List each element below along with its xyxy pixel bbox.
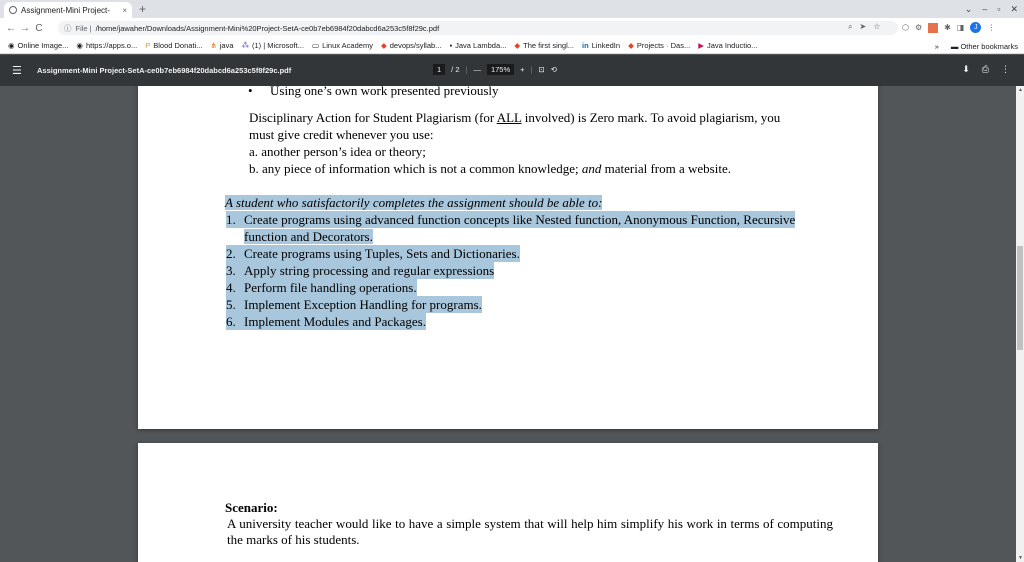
tab-close-button[interactable]: × — [122, 5, 127, 15]
bookmark-item[interactable] — [628, 41, 690, 50]
bookmark-favicon-icon: ▭ — [311, 41, 320, 50]
bookmark-label: java — [219, 41, 234, 50]
list-item — [226, 262, 795, 279]
bookmark-item[interactable] — [242, 41, 304, 50]
scenario-paragraph: A university teacher would like to have a simple system that will help him simplify his work in terms of computing the marks of his students. — [227, 516, 833, 547]
browser-tab[interactable] — [4, 2, 132, 18]
bullet-text: Using one’s own work presented previously — [270, 86, 499, 98]
list-item — [226, 279, 795, 296]
disciplinary-paragraph — [249, 109, 780, 177]
other-bookmarks-label: Other bookmarks — [960, 41, 1018, 51]
bookmarks-bar — [0, 38, 1024, 54]
other-bookmarks-folder[interactable] — [951, 42, 1018, 51]
bookmark-item[interactable] — [514, 41, 574, 50]
item-text: function and Decorators. — [244, 229, 373, 244]
bookmark-label: (1) | Microsoft... — [252, 41, 304, 50]
item-number: 3. — [226, 262, 244, 279]
bookmark-label: LinkedIn — [591, 41, 621, 50]
list-item — [226, 245, 795, 262]
list-item — [226, 211, 795, 228]
list-item-continuation — [226, 228, 795, 245]
bookmark-favicon-icon: in — [582, 41, 589, 50]
rotate-icon[interactable]: ⟲ — [550, 65, 558, 74]
pdf-page-2 — [138, 443, 878, 562]
bookmark-favicon-icon: ⋔ — [210, 41, 217, 50]
bookmark-item[interactable] — [582, 41, 620, 50]
list-item — [226, 296, 795, 313]
side-panel-icon[interactable]: ◨ — [956, 23, 965, 32]
address-bar[interactable] — [58, 21, 898, 35]
disciplinary-text: involved) is Zero mark. To avoid plagiarism, you — [521, 110, 781, 125]
item-text: Create programs using advanced function concepts like Nested function, Anonymous Function, Recursive — [244, 212, 796, 227]
bookmark-label: Projects · Das... — [636, 41, 691, 50]
zoom-icon[interactable]: ⌕ — [848, 22, 853, 31]
forward-button[interactable]: → — [20, 22, 30, 34]
bookmark-label: Java Lambda... — [455, 41, 507, 50]
bookmark-item[interactable] — [76, 41, 137, 50]
item-number: 5. — [226, 296, 244, 313]
bookmark-label: Online Image... — [17, 41, 69, 50]
pdf-toolbar — [0, 55, 1024, 86]
scrollbar-thumb[interactable] — [1017, 246, 1023, 350]
bookmark-star-icon[interactable]: ☆ — [873, 22, 881, 31]
zoom-in-button[interactable]: + — [520, 65, 525, 74]
bookmark-label: devops/syllab... — [389, 41, 442, 50]
fit-page-icon[interactable]: ⊡ — [538, 65, 545, 74]
bookmark-item[interactable] — [210, 41, 233, 50]
send-icon[interactable]: ➤ — [859, 22, 867, 31]
item-text: Implement Exception Handling for programs. — [244, 297, 482, 312]
credit-item-b: b. any piece of information which is not a common knowledge; — [249, 161, 582, 176]
print-icon[interactable]: ⎙ — [981, 64, 989, 74]
more-bookmarks-button[interactable]: » — [934, 41, 939, 51]
credit-item-a: a. another person’s idea or theory; — [249, 144, 426, 159]
bookmark-label: Linux Academy — [322, 41, 373, 50]
bookmark-favicon-icon: ⁂ — [241, 41, 250, 50]
page-total: / 2 — [451, 65, 460, 74]
item-text: Implement Modules and Packages. — [244, 314, 426, 329]
list-item — [226, 313, 795, 330]
item-number: 6. — [226, 313, 244, 330]
bookmark-item[interactable] — [8, 41, 68, 50]
pdf-viewer[interactable] — [0, 86, 1016, 562]
bookmark-favicon-icon: ◆ — [628, 41, 634, 50]
emphasis-and: and — [581, 161, 602, 176]
zoom-level-input[interactable]: 175% — [487, 64, 514, 75]
pdf-page-1 — [138, 86, 878, 429]
scroll-down-icon[interactable]: ▼ — [1018, 555, 1023, 561]
bookmark-favicon-icon: P — [145, 41, 151, 50]
tab-strip — [0, 0, 1024, 18]
bookmark-label: https://apps.o... — [85, 41, 138, 50]
vertical-scrollbar[interactable] — [1016, 86, 1024, 562]
item-text: Create programs using Tuples, Sets and Dictionaries. — [244, 246, 520, 261]
folder-icon: ▬ — [950, 41, 961, 51]
bullet-item — [248, 86, 499, 99]
info-icon[interactable]: ⓘ — [64, 23, 72, 33]
browser-menu-icon[interactable]: ⋮ — [987, 23, 996, 32]
hamburger-menu-icon[interactable]: ☰ — [12, 65, 22, 77]
bookmark-label: The first singl... — [523, 41, 575, 50]
bookmark-item[interactable] — [698, 41, 757, 50]
item-text: Perform file handling operations. — [244, 280, 417, 295]
globe-icon — [9, 6, 17, 14]
more-options-icon[interactable]: ⋮ — [1001, 64, 1010, 74]
item-number: 2. — [226, 245, 244, 262]
disciplinary-text: must give credit whenever you use: — [249, 127, 434, 142]
profile-avatar[interactable]: J — [970, 22, 981, 33]
tab-title: Assignment-Mini Project- — [21, 5, 110, 15]
bookmark-label: Java Inductio... — [706, 41, 758, 50]
url-text[interactable]: /home/jawaher/Downloads/Assignment-Mini%20Project-SetA-ce0b7eb6984f20dabcd6a253c5f8f29c.pdf — [95, 23, 440, 33]
zoom-out-button[interactable]: — — [473, 65, 481, 74]
close-window-button[interactable]: ✕ — [1010, 4, 1018, 14]
emphasis-all: ALL — [496, 110, 522, 125]
tab-search-icon[interactable]: ⌄ — [964, 4, 973, 14]
item-text: Apply string processing and regular expressions — [244, 263, 495, 278]
bookmark-favicon-icon: ◆ — [380, 41, 387, 50]
bookmark-favicon-icon: ◉ — [8, 41, 15, 50]
extension-shield-icon[interactable]: ⬡ — [902, 23, 909, 32]
restore-button[interactable]: ▫ — [997, 4, 1001, 14]
bookmark-favicon-icon: ▶ — [698, 41, 704, 50]
outcomes-heading — [225, 194, 602, 211]
bookmark-item[interactable] — [381, 41, 441, 50]
item-number: 4. — [226, 279, 244, 296]
highlighted-text: A student who satisfactorily completes the assignment should be able to: — [225, 195, 603, 210]
credit-item-b-end: material from a website. — [601, 161, 731, 176]
new-tab-button[interactable]: + — [139, 2, 147, 16]
bookmark-label: Blood Donati... — [153, 41, 203, 50]
outcomes-list — [226, 211, 795, 330]
divider: | — [465, 65, 468, 74]
url-scheme: File | — [75, 23, 92, 33]
item-number: 1. — [226, 211, 244, 228]
bookmark-favicon-icon: ◉ — [76, 41, 83, 50]
back-button[interactable]: ← — [6, 22, 16, 34]
browser-toolbar — [0, 18, 1024, 38]
divider: | — [530, 65, 533, 74]
scroll-up-icon[interactable]: ▲ — [1018, 87, 1023, 93]
bookmark-favicon-icon: ◆ — [514, 41, 521, 50]
bookmark-item[interactable] — [312, 41, 373, 50]
extension-red-icon[interactable] — [928, 23, 938, 33]
bullet-dot: • — [248, 86, 253, 98]
minimize-button[interactable]: – — [982, 4, 988, 14]
disciplinary-text: Disciplinary Action for Student Plagiarism (for — [249, 110, 497, 125]
bookmark-favicon-icon: ▪ — [449, 41, 453, 50]
reload-button[interactable]: C — [35, 22, 43, 34]
bookmark-item[interactable] — [449, 41, 506, 50]
bookmark-item[interactable] — [145, 41, 202, 50]
scenario-heading: Scenario: — [225, 500, 278, 515]
extension-gear-icon[interactable]: ⚙ — [914, 23, 923, 32]
extensions-puzzle-icon[interactable]: ✱ — [944, 23, 951, 32]
page-number-input[interactable]: 1 — [433, 64, 445, 75]
pdf-title: Assignment-Mini Project-SetA-ce0b7eb6984f20dabcd6a253c5f8f29c.pdf — [37, 66, 292, 75]
download-icon[interactable]: ⬇ — [962, 64, 970, 74]
